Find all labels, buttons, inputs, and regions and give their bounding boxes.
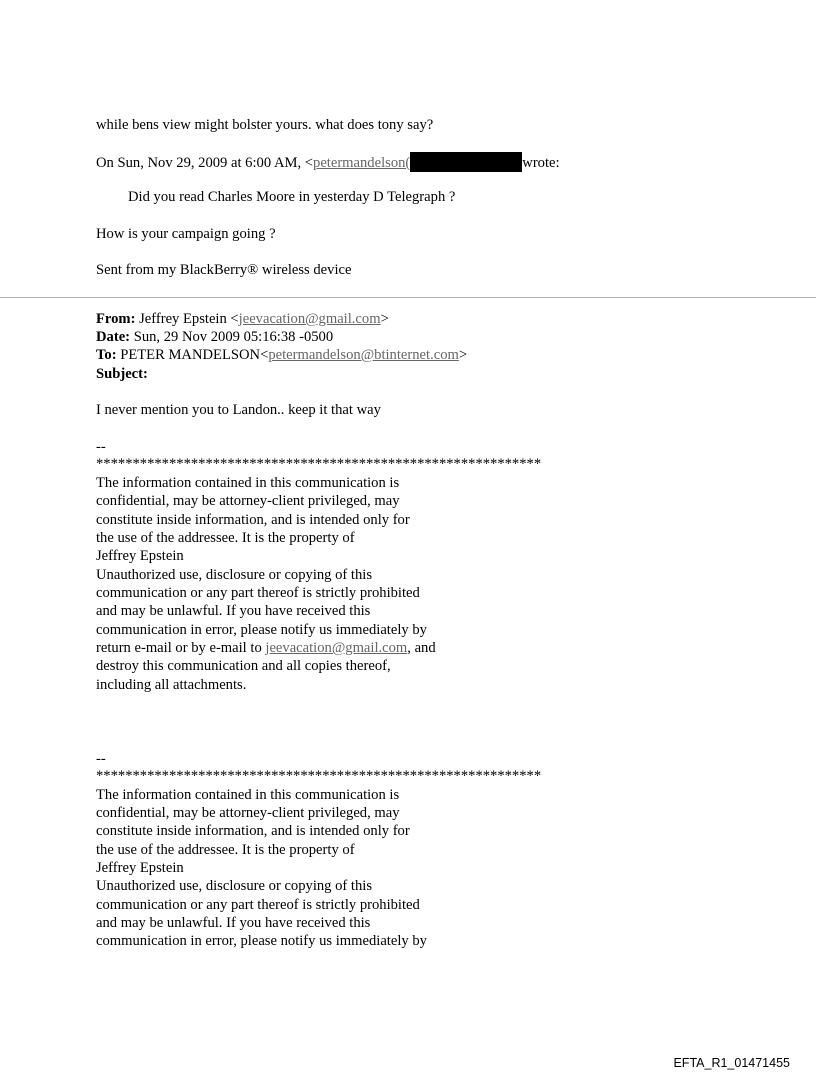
to-close: > [458, 347, 468, 363]
disclaimer-line: communication or any part thereof is strictly prohibited [96, 585, 420, 601]
from-close: > [380, 311, 389, 327]
subject-line [96, 365, 148, 383]
redaction-block [410, 152, 522, 172]
campaign-question: How is your campaign going ? [96, 226, 276, 242]
disclaimer-line: confidential, may be attorney-client privileged, may [96, 493, 400, 509]
disclaimer-line: confidential, may be attorney-client privileged, may [96, 805, 400, 821]
from-name: Jeffrey Epstein < [139, 311, 239, 327]
petermandelson-link[interactable]: petermandelson( [313, 155, 411, 171]
disclaimer-line: communication in error, please notify us immediately by [96, 622, 427, 638]
disclaimer-line: communication in error, please notify us immediately by [96, 933, 427, 949]
body-text: I never mention you to Landon.. keep it that way [96, 402, 381, 418]
wrote-text: wrote: [522, 155, 560, 171]
disclaimer-line: constitute inside information, and is intended only for [96, 512, 410, 528]
return-suffix: , and [407, 640, 436, 656]
disclaimer-line: Jeffrey Epstein [96, 860, 184, 876]
disclaimer-line: including all attachments. [96, 677, 247, 693]
indented-question: Did you read Charles Moore in yesterday D Telegraph ? [128, 189, 456, 205]
on-prefix: On Sun, Nov 29, 2009 at 6:00 AM, < [96, 155, 314, 171]
disclaimer-line: Unauthorized use, disclosure or copying of this [96, 567, 373, 583]
disclaimer-line: and may be unlawful. If you have received this [96, 915, 371, 931]
date-label: Date: [96, 329, 131, 345]
disclaimer-line: Unauthorized use, disclosure or copying of this [96, 878, 373, 894]
from-label: From: [96, 311, 136, 327]
signature-stars: ************************************************************* [96, 768, 542, 784]
quoted-line: while bens view might bolster yours. what does tony say? [96, 117, 434, 133]
signature-dashes: -- [96, 751, 106, 767]
disclaimer-line: the use of the addressee. It is the property of [96, 842, 355, 858]
disclaimer-line: constitute inside information, and is intended only for [96, 823, 410, 839]
date-value: Sun, 29 Nov 2009 05:16:38 -0500 [133, 329, 334, 345]
signature-dashes: -- [96, 439, 106, 455]
disclaimer-line: communication or any part thereof is strictly prohibited [96, 897, 420, 913]
on-wrote-line [96, 152, 560, 172]
bates-number: EFTA_R1_01471455 [673, 1056, 790, 1070]
return-email-link[interactable]: jeevacation@gmail.com [265, 640, 408, 656]
disclaimer-line: Jeffrey Epstein [96, 548, 184, 564]
disclaimer-line: The information contained in this communication is [96, 475, 400, 491]
to-line [96, 346, 467, 364]
to-email-link[interactable]: petermandelson@btinternet.com [268, 347, 459, 363]
from-line [96, 310, 389, 328]
signature-stars: ************************************************************* [96, 456, 542, 472]
from-email-link[interactable]: jeevacation@gmail.com [238, 311, 381, 327]
to-name: PETER MANDELSON< [120, 347, 269, 363]
return-prefix: return e-mail or by e-mail to [96, 640, 266, 656]
date-line [96, 328, 333, 346]
disclaimer-line: The information contained in this communication is [96, 787, 400, 803]
to-label: To: [96, 347, 117, 363]
disclaimer-line: the use of the addressee. It is the property of [96, 530, 355, 546]
subject-label: Subject: [96, 366, 148, 382]
disclaimer-return-line [96, 639, 436, 657]
disclaimer-line: and may be unlawful. If you have received this [96, 603, 371, 619]
sent-from-line: Sent from my BlackBerry® wireless device [96, 262, 352, 278]
divider [0, 297, 816, 298]
disclaimer-line: destroy this communication and all copies thereof, [96, 658, 391, 674]
